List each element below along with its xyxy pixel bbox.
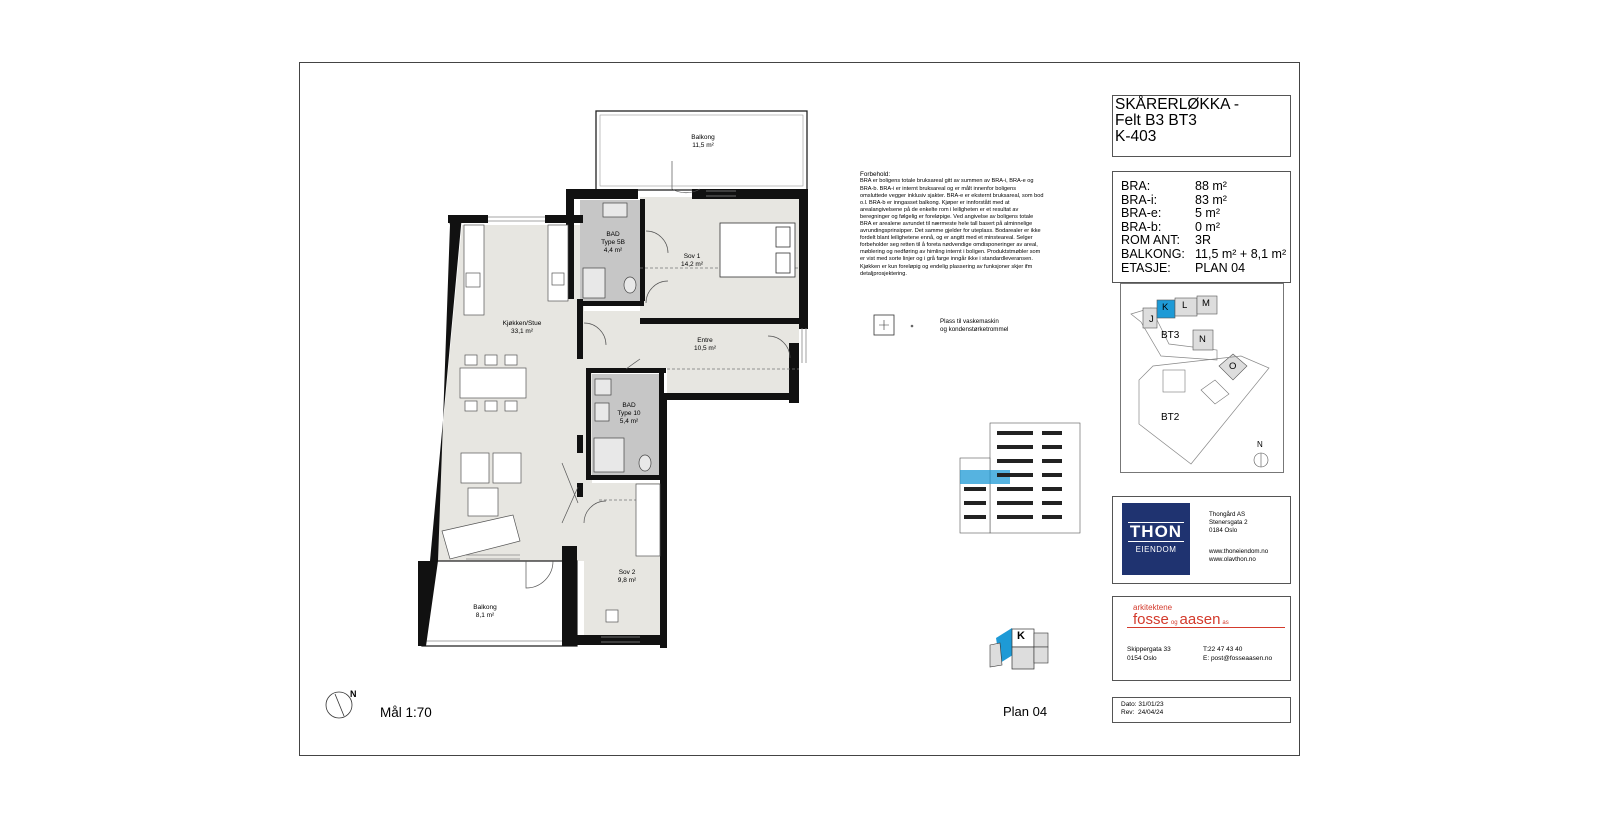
building-label-m: M — [1202, 298, 1210, 309]
project-title: SKÅRERLØKKA - — [1115, 96, 1240, 113]
building-label-k: K — [1162, 302, 1169, 313]
disclaimer-line: Kjøkken er kun foreløpig og endelig plassering av funksjoner skjer ifm — [860, 263, 1033, 270]
room-label-bad2: BAD Type 10 5,4 m² — [617, 402, 641, 425]
disclaimer-line: BRA er arealene avrundet til nærmeste hele tall basert på alminnelige — [860, 220, 1033, 227]
developer-box — [1112, 496, 1291, 584]
plan-label: Plan 04 — [1003, 704, 1048, 719]
area-label-bt2: BT2 — [1161, 412, 1180, 423]
unit-number: K-403 — [1115, 128, 1157, 145]
architect-address — [1127, 646, 1171, 663]
architect-email[interactable]: E: post@fosseaasen.no — [1203, 654, 1273, 662]
washer-legend — [940, 318, 1008, 334]
disclaimer-line: detaljprosjektering. — [860, 270, 907, 277]
room-label-sov2: Sov 2 9,8 m² — [617, 569, 637, 584]
disclaimer-line: o.l. BRA-b er inngasset balkong. Kjøper er innforstått med at — [860, 199, 1010, 206]
date-label: Dato: 31/01/23 — [1121, 701, 1164, 708]
building-label-n: N — [1199, 334, 1206, 345]
developer-info — [1209, 511, 1268, 564]
site-plan — [1120, 283, 1284, 473]
title-box — [1112, 95, 1291, 157]
date-box — [1112, 697, 1291, 723]
scale-label: Mål 1:70 — [380, 705, 432, 720]
stat-row-bra-i: BRA-i: 83 m² — [1121, 192, 1227, 207]
room-label-bad1: BAD Type 5B 4,4 m² — [601, 231, 625, 254]
thon-logo — [1122, 503, 1190, 575]
architect-phone: T:22 47 43 40 — [1203, 646, 1243, 653]
architect-wordmark: fosse og aasen as — [1133, 611, 1229, 628]
architect-rule — [1127, 627, 1285, 628]
developer-name: Thongård AS — [1209, 511, 1246, 518]
architect-box — [1112, 596, 1291, 681]
building-label-o: O — [1229, 361, 1237, 372]
disclaimer-line: fordelt blant leilighetene ennå, og er angitt med et minsteareal. Selger — [860, 235, 1033, 242]
developer-city: 0184 Oslo — [1209, 527, 1238, 535]
room-label-entre: Entre 10,5 m² — [693, 337, 717, 352]
architect-city: 0154 Oslo — [1127, 654, 1157, 662]
logo-thon: THON — [1129, 522, 1183, 541]
stat-row-bra: BRA: 88 m² — [1121, 179, 1227, 193]
developer-web1[interactable]: www.thoneiendom.no — [1209, 547, 1269, 555]
north-arrow — [326, 692, 352, 718]
rev-label: Rev: 24/04/24 — [1121, 709, 1164, 716]
disclaimer-line: møblering og nedføring av himling internt i boligen. Produktstmøbler som — [860, 249, 1041, 256]
project-field: Felt B3 BT3 — [1115, 112, 1197, 129]
architect-prefix: arkitektene — [1133, 603, 1173, 612]
disclaimer-line: avrundingsprinsipper. Det samme gjelder for uteplass. Bodarealer er ikke — [860, 228, 1041, 235]
disclaimer-line: omsluttede vegger inklusiv sjakter. BRA-e er eksternt bruksareal, som bod — [860, 192, 1044, 199]
legend-line1: Plass til vaskemaskin — [940, 318, 999, 325]
stats-box — [1112, 171, 1291, 283]
disclaimer-heading: Forbehold: — [860, 171, 891, 178]
stat-row-bra-e: BRA-e: 5 m² — [1121, 206, 1220, 221]
stat-row-etasje: ETASJE: PLAN 04 — [1121, 260, 1246, 275]
developer-web2[interactable]: www.olavthon.no — [1209, 555, 1256, 563]
disclaimer — [860, 171, 1090, 278]
disclaimer-line: forbeholder seg retten til å foreta nødvendige omdisponeringer av areal, — [860, 242, 1038, 249]
room-label-kjokken: Kjøkken/Stue 33,1 m² — [502, 320, 542, 335]
stat-row-rom: ROM ANT: 3R — [1121, 233, 1211, 248]
legend-line2: og kondenstørketrommel — [940, 326, 1009, 333]
disclaimer-line: beregninger og følgelig er foreløpige. Ved angivelse av boligens totale — [860, 213, 1034, 220]
building-label-j: J — [1149, 314, 1154, 325]
north-label: N — [350, 689, 357, 699]
drawing-sheet — [299, 62, 1300, 756]
stat-row-bra-b: BRA-b: 0 m² — [1121, 219, 1220, 234]
logo-eiendom: EIENDOM — [1135, 545, 1177, 554]
room-label-sov1: Sov 1 14,2 m² — [680, 253, 704, 268]
architect-street: Skippergata 33 — [1127, 646, 1171, 653]
building-label-l: L — [1182, 300, 1188, 311]
area-label-bt3: BT3 — [1161, 330, 1180, 341]
disclaimer-line: arealangivelsene på de enkelte rom i leiligheten er et resultat av — [860, 206, 1019, 213]
balcony-top — [596, 111, 807, 190]
site-north-label: N — [1257, 440, 1263, 449]
room-label-balkong-bottom: Balkong 8,1 m² — [473, 604, 497, 619]
stat-row-balkong: BALKONG: 11,5 m² + 8,1 m² — [1121, 246, 1287, 261]
disclaimer-line: BRA-b. BRA-i er internt bruksareal og er målt innenfor boligens — [860, 185, 1017, 192]
developer-street: Stenersgata 2 — [1209, 519, 1248, 527]
disclaimer-line: er vist med sorte linjer og i grå farge inngår ikke i standardleveransen. — [860, 256, 1033, 263]
keyplan-letter: K — [1017, 630, 1025, 642]
architect-contact — [1203, 646, 1272, 663]
building-elevation — [960, 423, 1080, 533]
room-label-balkong-top: Balkong 11,5 m² — [691, 134, 715, 149]
disclaimer-line: BRA er boligens totale bruksareal gitt av summen av BRA-i, BRA-e og — [860, 178, 1034, 185]
